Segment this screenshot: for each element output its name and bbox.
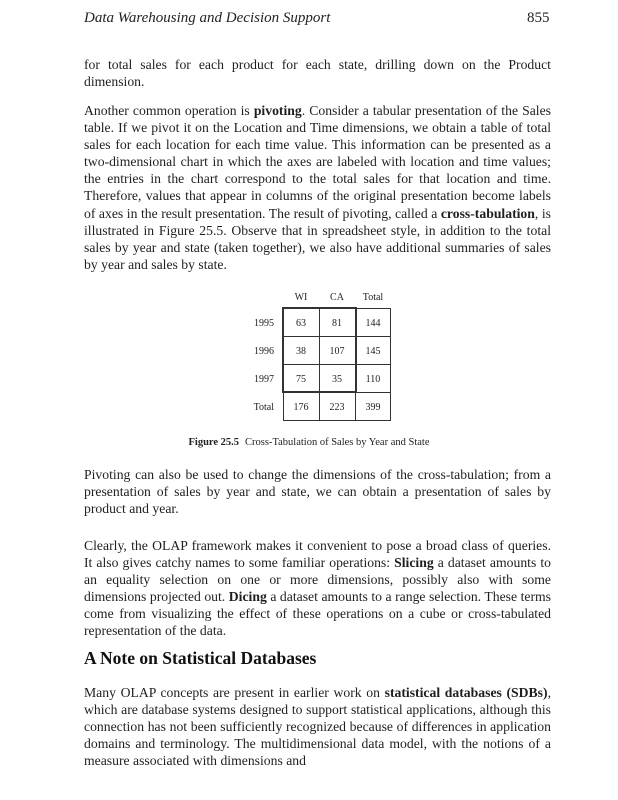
section-heading: A Note on Statistical Databases <box>84 648 317 668</box>
paragraph-drill-down: for total sales for each product for each state, drilling down on the Product dimension. <box>84 57 551 90</box>
table-cell: 145 <box>365 346 381 357</box>
text-run: , is illustrated in Figure 25.5. Observe that in spreadsheet style, in addition to the total sales by year and state (taken together), we also have additional summaries of sales by year and sales by state. <box>84 205 551 272</box>
grid-line <box>283 364 391 365</box>
term-statistical-databases: statistical databases (SDBs) <box>384 685 548 700</box>
row-header-1995: 1995 <box>254 318 274 329</box>
table-cell: 81 <box>332 318 342 329</box>
figure-caption-text: Cross-Tabulation of Sales by Year and State <box>245 437 430 448</box>
paragraph-pivoting <box>84 102 551 273</box>
table-cell: 176 <box>293 402 309 413</box>
paragraph-slicing-dicing <box>84 537 551 640</box>
grid-line <box>355 307 357 393</box>
table-cell: 144 <box>365 318 381 329</box>
term-cross-tabulation: cross-tabulation <box>440 205 535 221</box>
text-run: a dataset amounts to a range selection. These terms come from visualizing the effect of these operations on a cube or cross-tabulated representation of the data. <box>84 589 551 639</box>
table-cell: 63 <box>296 318 306 329</box>
paragraph-statistical-databases <box>84 684 551 769</box>
grid-line <box>356 392 391 393</box>
figure-cross-tabulation <box>0 284 618 424</box>
term-slicing: Slicing <box>394 555 434 571</box>
text-run: Many OLAP concepts are present in earlier work on <box>84 685 385 700</box>
term-dicing: Dicing <box>228 589 267 605</box>
running-head-title: Data Warehousing and Decision Support <box>84 10 331 26</box>
figure-caption <box>0 437 618 448</box>
grid-line <box>282 307 357 309</box>
row-header-1997: 1997 <box>254 374 274 385</box>
figure-number: Figure 25.5 <box>188 437 240 448</box>
row-header-1996: 1996 <box>254 346 274 357</box>
text-run: Clearly, the OLAP framework makes it convenient to pose a broad class of queries. It also gives catchy names to some familiar operations: <box>84 538 551 571</box>
column-header-wi: WI <box>294 292 308 303</box>
table-cell: 223 <box>329 402 345 413</box>
grid-line <box>282 391 357 393</box>
text-run: Another common operation is <box>84 103 254 118</box>
grid-line <box>283 420 391 421</box>
text-run: . Consider a tabular presentation of the Sales table. If we pivot it on the Location and Time dimensions, we obtain a table of total sales for each location for each time value. This information can be presented as a two-dimensional chart in which the axes are labeled with location and time values; the entries in the chart correspond to the total sales for that location and time. Therefore, values that appear in columns of the original presentation become labels of axes in the result presentation. The result of pivoting, called a <box>84 103 551 221</box>
text-run: , which are database systems designed to support statistical applications, although this connection has not been sufficiently recognized because of differences in application domains and terminology. The multidimensional data model, with the notions of a measure associated with dimensions and <box>84 685 551 769</box>
table-cell: 399 <box>365 402 381 413</box>
column-header-total: Total <box>362 292 384 303</box>
grid-line <box>283 336 391 337</box>
term-pivoting: pivoting <box>253 103 302 118</box>
grid-line <box>282 307 284 393</box>
table-cell: 35 <box>332 374 342 385</box>
paragraph-pivot-dimensions: Pivoting can also be used to change the dimensions of the cross-tabulation; from a presentation of sales by year and state, we can obtain a presentation of sales by product and year. <box>84 467 551 517</box>
table-cell: 75 <box>296 374 306 385</box>
row-header-total: Total <box>253 402 274 413</box>
table-cell: 110 <box>365 374 381 385</box>
text-run: a dataset amounts to an equality selection on one or more dimensions, possibly also with some dimensions projected out. <box>84 555 551 605</box>
table-cell: 107 <box>329 346 345 357</box>
column-header-ca: CA <box>330 292 344 303</box>
page-number: 855 <box>527 10 550 26</box>
table-cell: 38 <box>296 346 306 357</box>
